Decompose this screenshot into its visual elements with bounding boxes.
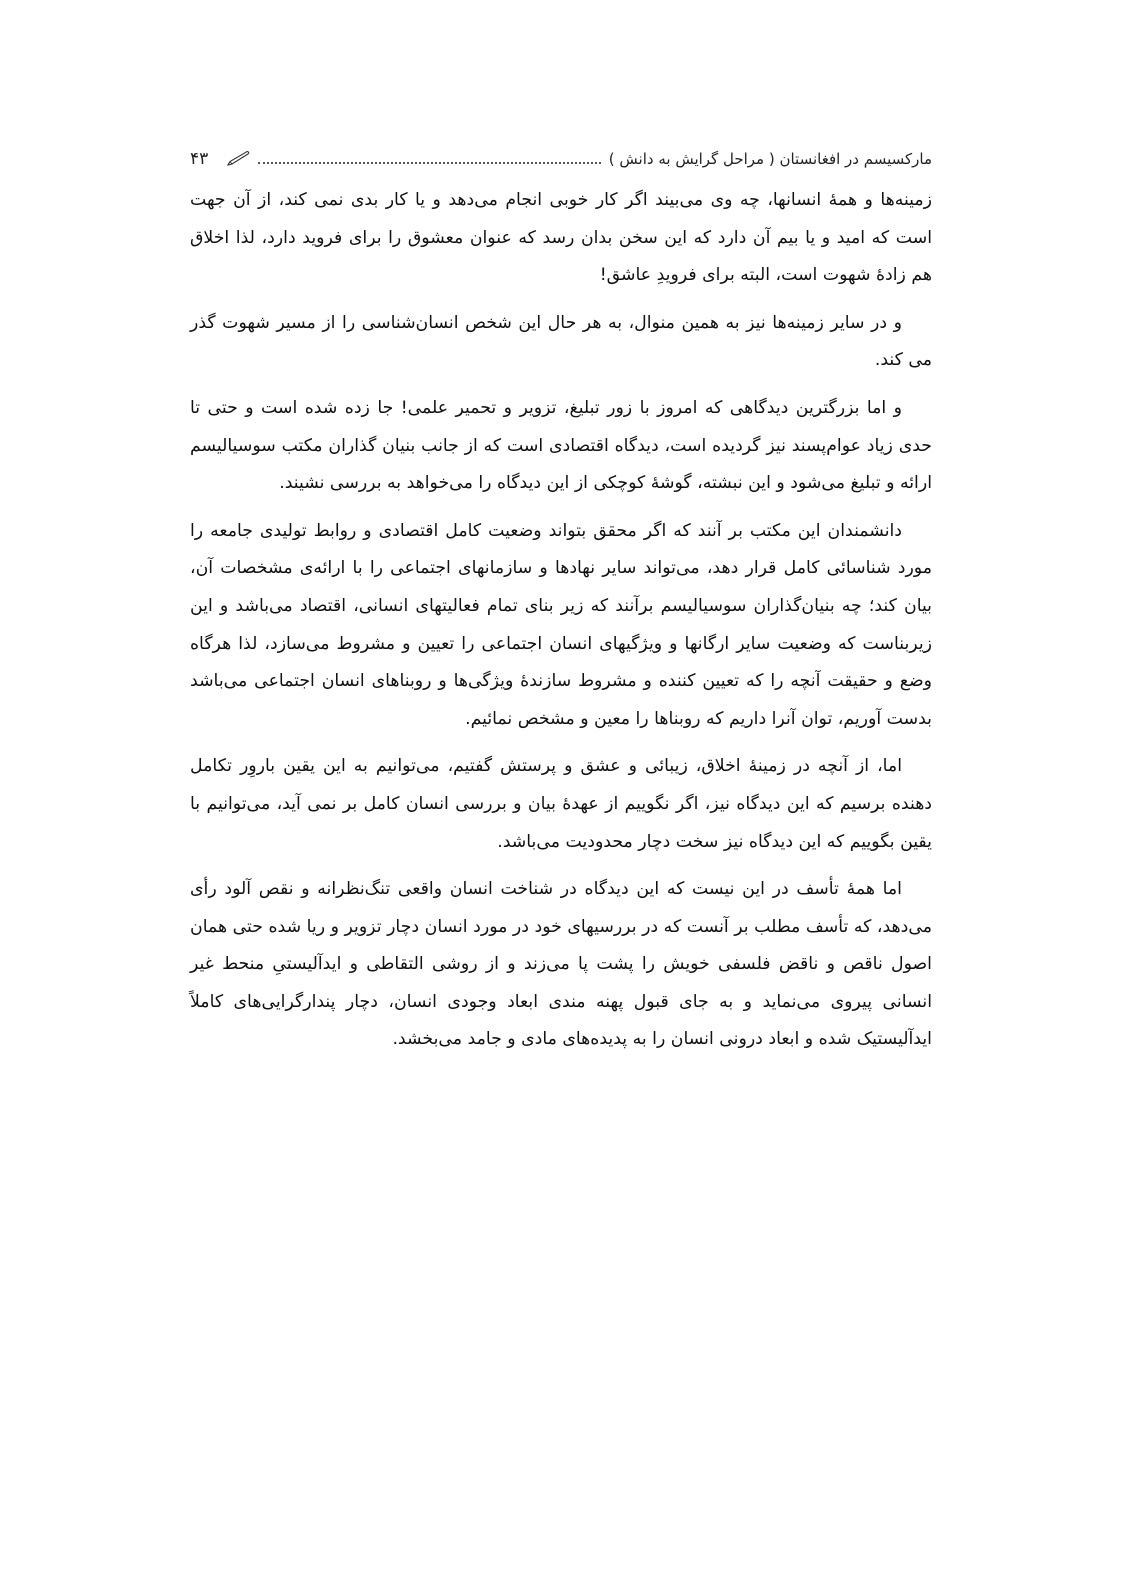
leader-dots xyxy=(258,162,601,164)
paragraph: و اما بزرگترین دیدگاهی که امروز با زور تبلیغ، تزویر و تحمیر علمی! جا زده شده است و حتی تا حدی زیاد عوام‌پسند نیز گردیده است، دیدگاه اقتصادی است که از جانب بنیان گذاران مکتب سوسیالیسم ارائه و تبلیغ می‌شود و این نبشته، گوشهٔ کوچکی از این دیدگاه را می‌خواهد به بررسی نشیند. xyxy=(190,397,932,494)
body-text xyxy=(190,182,932,1069)
paragraph: اما همهٔ تأسف در این نیست که این دیدگاه در شناخت انسان واقعی تنگ‌نظرانه و نقص آلود رأی می‌دهد، که تأسف مطلب بر آنست که در بررسیهای خود در مورد انسان دچار تزویر و ریا شده حتی همان اصول ناقص و ناقض فلسفی خویش را پشت پا می‌زند و از روشی التقاطی و ایدآلیستیِ منحط غیر انسانی پیروی می‌نماید و به جای قبول پهنه مندی ابعاد وجودی انسان، دچار پندارگرایی‌های کاملاً ایدآلیستیک شده و ابعاد درونی انسان را به پدیده‌های مادی و جامد می‌بخشد. xyxy=(190,879,932,1050)
paragraph: و در سایر زمینه‌ها نیز به همین منوال، به هر حال این شخص انسان‌شناسی را از مسیر شهوت گذر می کند. xyxy=(190,312,932,371)
page-number: ۴۳ xyxy=(190,149,209,169)
pen-icon xyxy=(226,151,252,167)
running-title: مارکسیسم در افغانستان ( مراحل گرایش به دانش ) xyxy=(608,150,932,168)
paragraph: اما، از آنچه در زمینهٔ اخلاق، زیبائی و عشق و پرستش گفتیم، می‌توانیم به این یقین باروِر تکامل دهنده برسیم که این دیدگاه نیز، اگر نگوییم از عهدهٔ بیان و بررسی انسان کامل بر نمی آید، می‌توانیم با یقین بگوییم که این دیدگاه نیز سخت دچار محدودیت می‌باشد. xyxy=(190,756,932,852)
running-header xyxy=(190,146,932,172)
paragraph: زمینه‌ها و همهٔ انسانها، چه وی می‌بیند اگر کار خوبی انجام می‌دهد و یا کار بدی نمی کند، از آن جهت است که امید و یا بیم آن دارد که این سخن بدان رسد که عنوان معشوق را برای فروید دارد، لذا اخلاق هم زادهٔ شهوت است، البته برای فرویدِ عاشق! xyxy=(190,190,932,286)
paragraph: دانشمندان این مکتب بر آنند که اگر محقق بتواند وضعیت کامل اقتصادی و روابط تولیدی جامعه را مورد شناسائی کامل قرار دهد، می‌تواند سایر نهادها و سازمانهای اجتماعی را با ارائه‌ی مشخصات آن، بیان کند؛ چه بنیان‌گذاران سوسیالیسم برآنند که زیر بنای تمام فعالیتهای انسانی، اقتصاد می‌باشد و این زیربناست که وضعیت سایر ارگانها و ویژگیهای انسان اجتماعی را تعیین و مشروط می‌سازد، لذا هرگاه وضع و حقیقت آنچه را که تعیین کننده و مشروط سازندهٔ ویژگی‌ها و روبناهای انسان اجتماعی می‌باشد بدست آوریم، توان آنرا داریم که روبناها را معین و مشخص نمائیم. xyxy=(190,520,932,729)
